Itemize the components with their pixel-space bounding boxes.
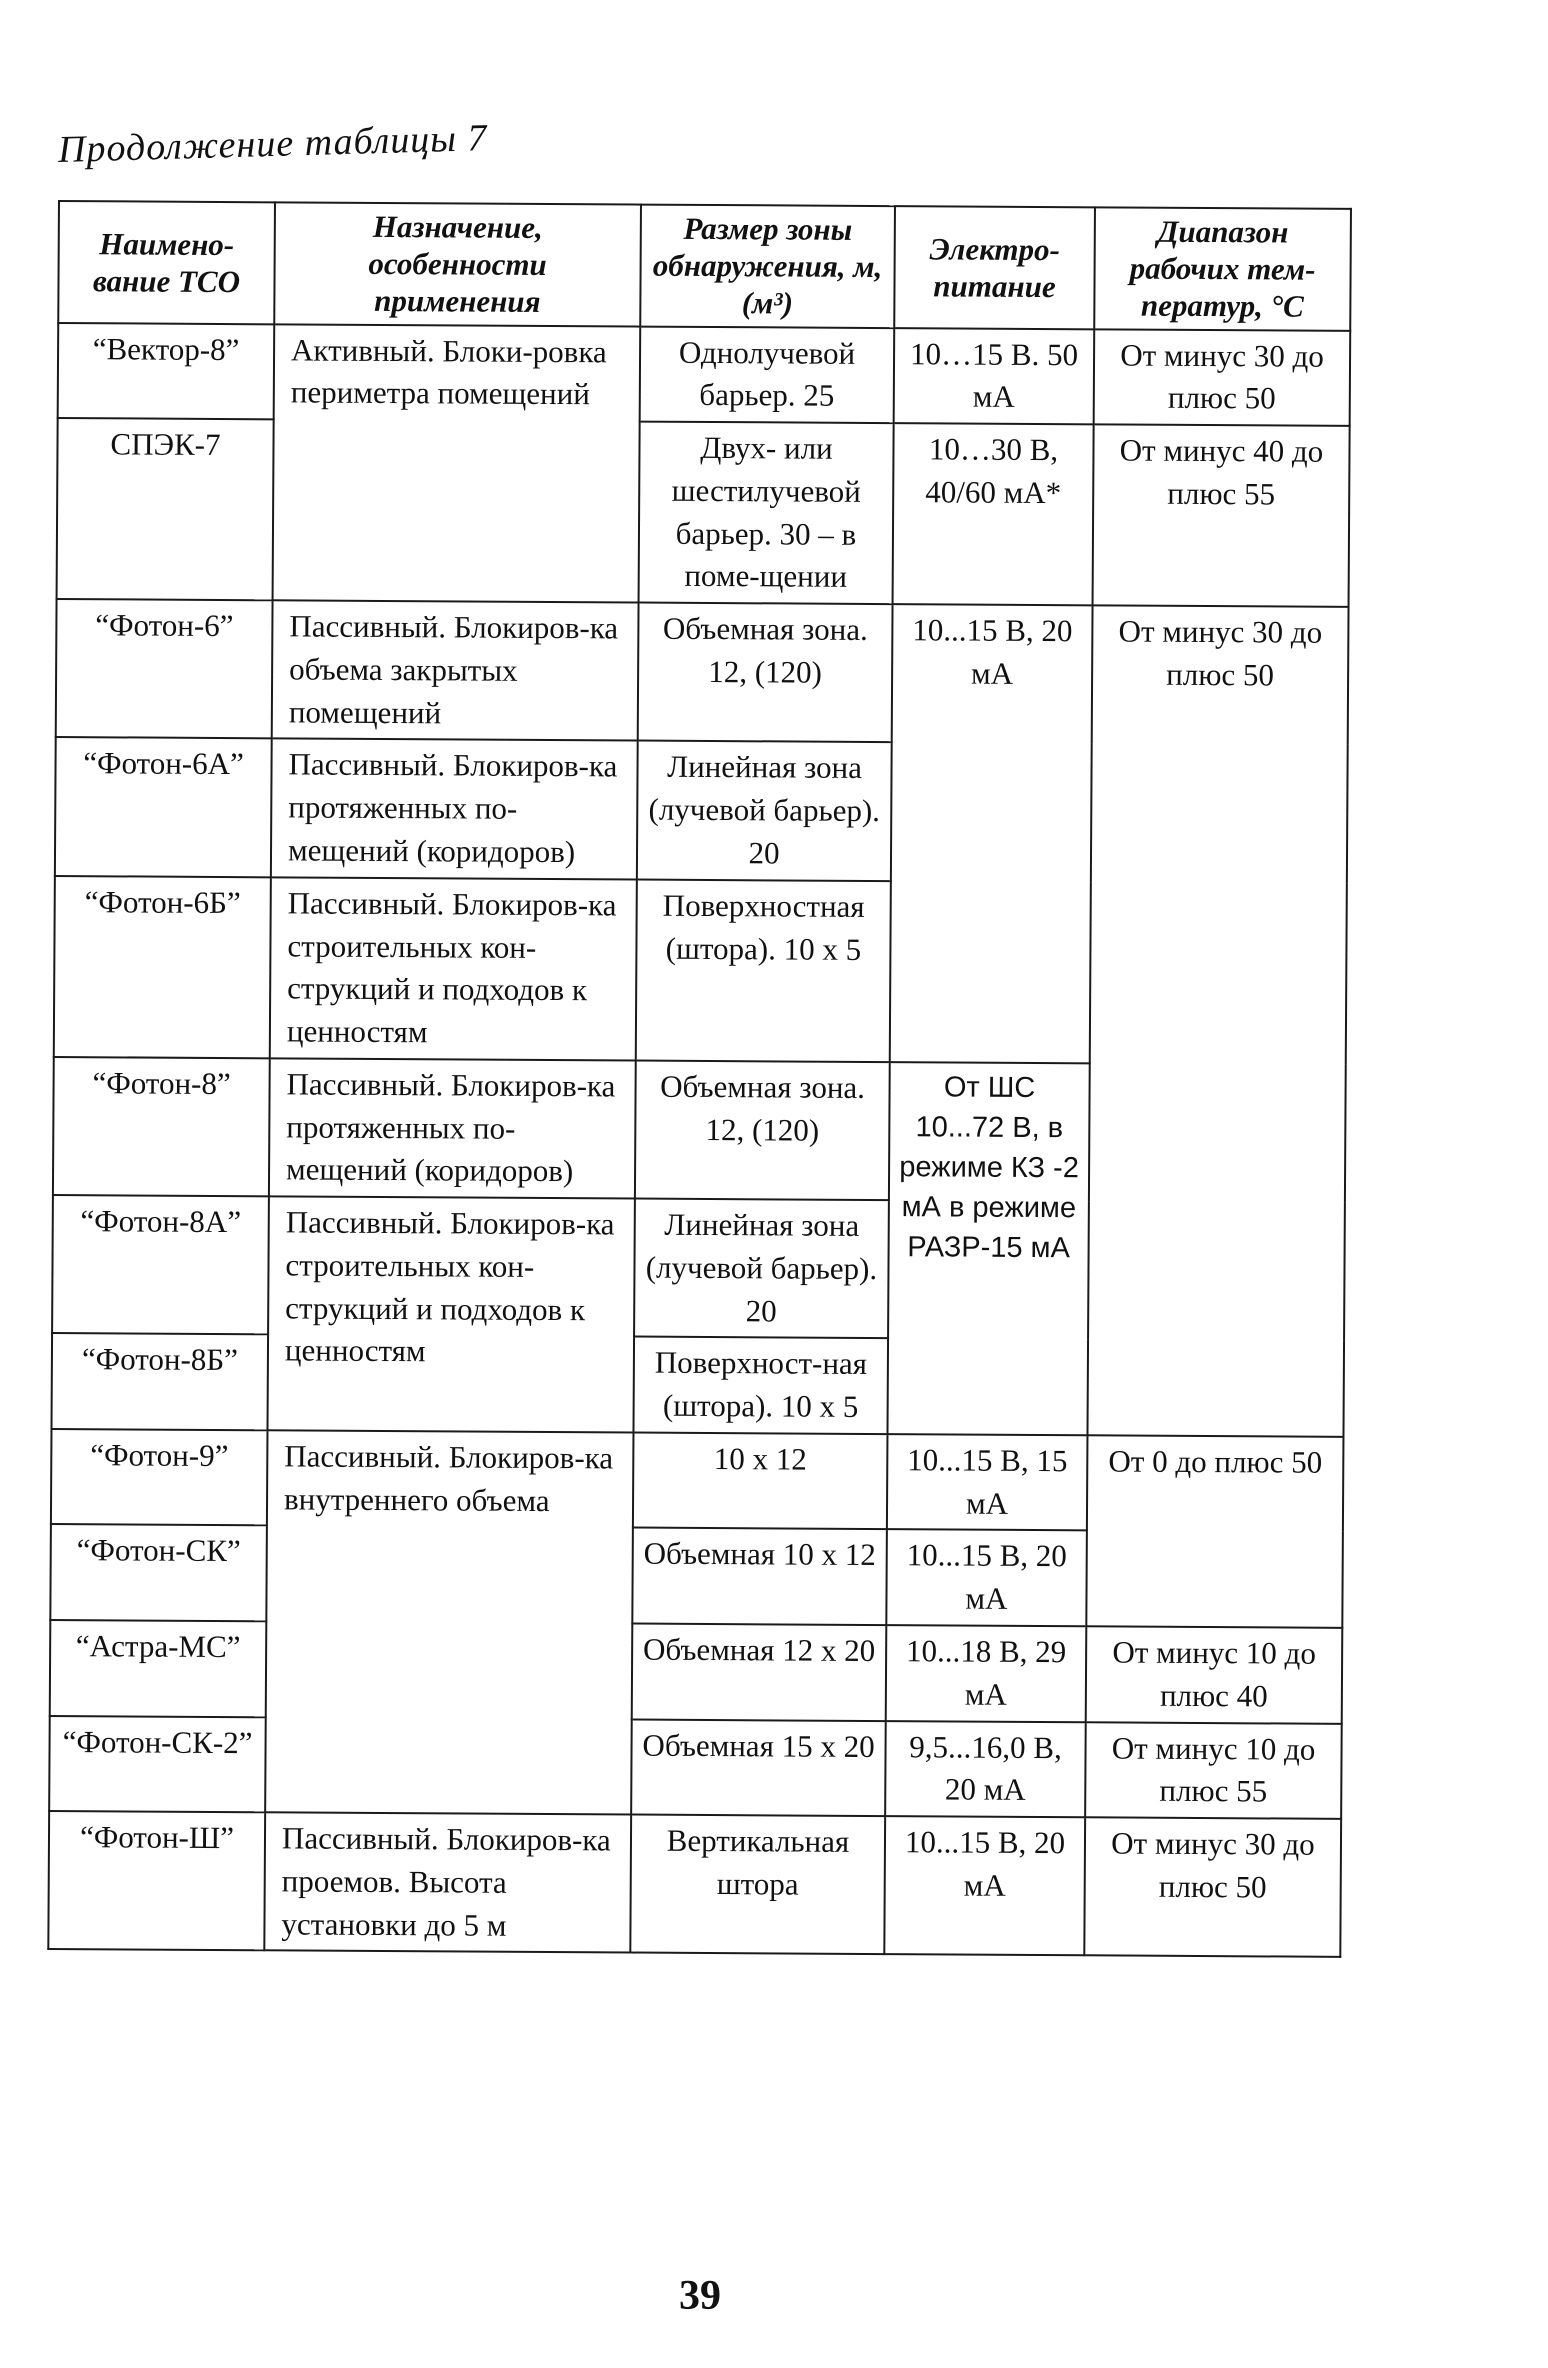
cell-zone: Однолучевой барьер. 25 [640,326,895,423]
cell-zone: Объемная 15 x 20 [631,1719,886,1816]
cell-purpose: Активный. Блоки-ровка периметра помещений [273,324,641,603]
cell-temp: От минус 30 до плюс 50 [1087,605,1348,1436]
cell-zone: Поверхност-ная (штора). 10 x 5 [633,1337,888,1434]
detector-table [47,200,1350,1958]
cell-temp: От 0 до плюс 50 [1086,1435,1343,1628]
cell-name: “Фотон-6” [56,599,273,739]
table-row [49,1716,1342,1819]
cell-name: “Фотон-Ш” [48,1811,265,1951]
cell-zone: Объемная зона. 12, (120) [635,1060,890,1200]
cell-zone: Объемная зона. 12, (120) [638,603,893,743]
cell-zone: Объемная 12 x 20 [632,1624,887,1721]
cell-temp: От минус 30 до плюс 50 [1094,329,1351,426]
table-row [58,323,1351,426]
cell-zone: Линейная зона (лучевой барьер). 20 [637,741,892,881]
table-row [50,1620,1343,1723]
cell-power: 10...18 В, 29 мА [886,1625,1087,1722]
cell-power: 10...15 В, 20 мА [884,1816,1085,1956]
cell-purpose: Пассивный. Блокиров-ка объема закрытых помещений [272,600,639,741]
cell-zone: Поверхностная (штора). 10 x 5 [636,879,891,1062]
table-row [51,1429,1344,1532]
header-zone: Размер зоны обнаружения, м, (м³) [640,205,895,328]
header-purpose: Назначение, особенности применения [274,202,641,326]
cell-power: 10...15 В, 20 мА [890,604,1093,1063]
table-caption: Продолжение таблицы 7 [57,117,489,171]
cell-temp: От минус 30 до плюс 50 [1084,1817,1341,1957]
table-row [57,418,1350,607]
cell-zone: Вертикальная штора [630,1815,885,1955]
cell-name: СПЭК-7 [57,418,274,600]
cell-temp: От минус 40 до плюс 55 [1093,424,1350,607]
cell-purpose: Пассивный. Блокиров-ка протяженных по-мещений (коридоров) [269,1058,636,1199]
cell-name: “Фотон-6А” [55,737,272,877]
cell-zone: Линейная зона (лучевой барьер). 20 [634,1199,889,1339]
header-power: Электро-питание [894,206,1095,329]
cell-zone: 10 x 12 [633,1432,888,1529]
cell-name: “Фотон-СК” [50,1524,267,1621]
header-temp: Диапазон рабочих тем-ператур, °С [1094,207,1351,330]
cell-name: “Фотон-9” [51,1429,268,1526]
cell-purpose: Пассивный. Блокиров-ка строительных кон-струкций и подходов к ценностям [270,877,637,1060]
cell-name: “Вектор-8” [58,323,275,420]
cell-name: “Фотон-8Б” [51,1333,268,1430]
cell-purpose: Пассивный. Блокиров-ка проемов. Высота установки до 5 м [264,1812,631,1953]
cell-purpose: Пассивный. Блокиров-ка протяженных по-мещений (коридоров) [271,739,638,880]
cell-temp: От минус 10 до плюс 55 [1085,1722,1342,1819]
cell-purpose: Пассивный. Блокиров-ка внутреннего объема [265,1430,633,1814]
cell-name: “Астра-МС” [50,1620,267,1717]
cell-power: 10...15 В, 15 мА [887,1434,1088,1531]
cell-name: “Фотон-8А” [52,1195,269,1335]
cell-zone: Объемная 10 x 12 [632,1528,887,1625]
cell-power: От ШС 10...72 В, в режиме КЗ -2 мА в режиме РАЗР-15 мА [887,1062,1089,1435]
cell-power: 10…15 В. 50 мА [894,328,1095,425]
cell-name: “Фотон-8” [53,1057,270,1197]
page-number: 39 [679,2273,721,2319]
cell-name: “Фотон-6Б” [54,876,271,1058]
cell-power: 9,5...16,0 В, 20 мА [885,1721,1086,1818]
cell-purpose: Пассивный. Блокиров-ка строительных кон-струкций и подходов к ценностям [267,1196,634,1432]
cell-zone: Двух- или шестилучевой барьер. 30 – в поме-щении [639,422,894,605]
cell-power: 10…30 В, 40/60 мА* [893,423,1094,605]
header-name: Наимено-вание ТСО [58,201,275,324]
table-row [56,599,1349,745]
cell-name: “Фотон-СК-2” [49,1716,266,1813]
table-row [48,1811,1341,1957]
cell-temp: От минус 10 до плюс 40 [1086,1626,1343,1723]
table-header-row [58,201,1351,330]
cell-power: 10...15 В, 20 мА [886,1530,1087,1627]
